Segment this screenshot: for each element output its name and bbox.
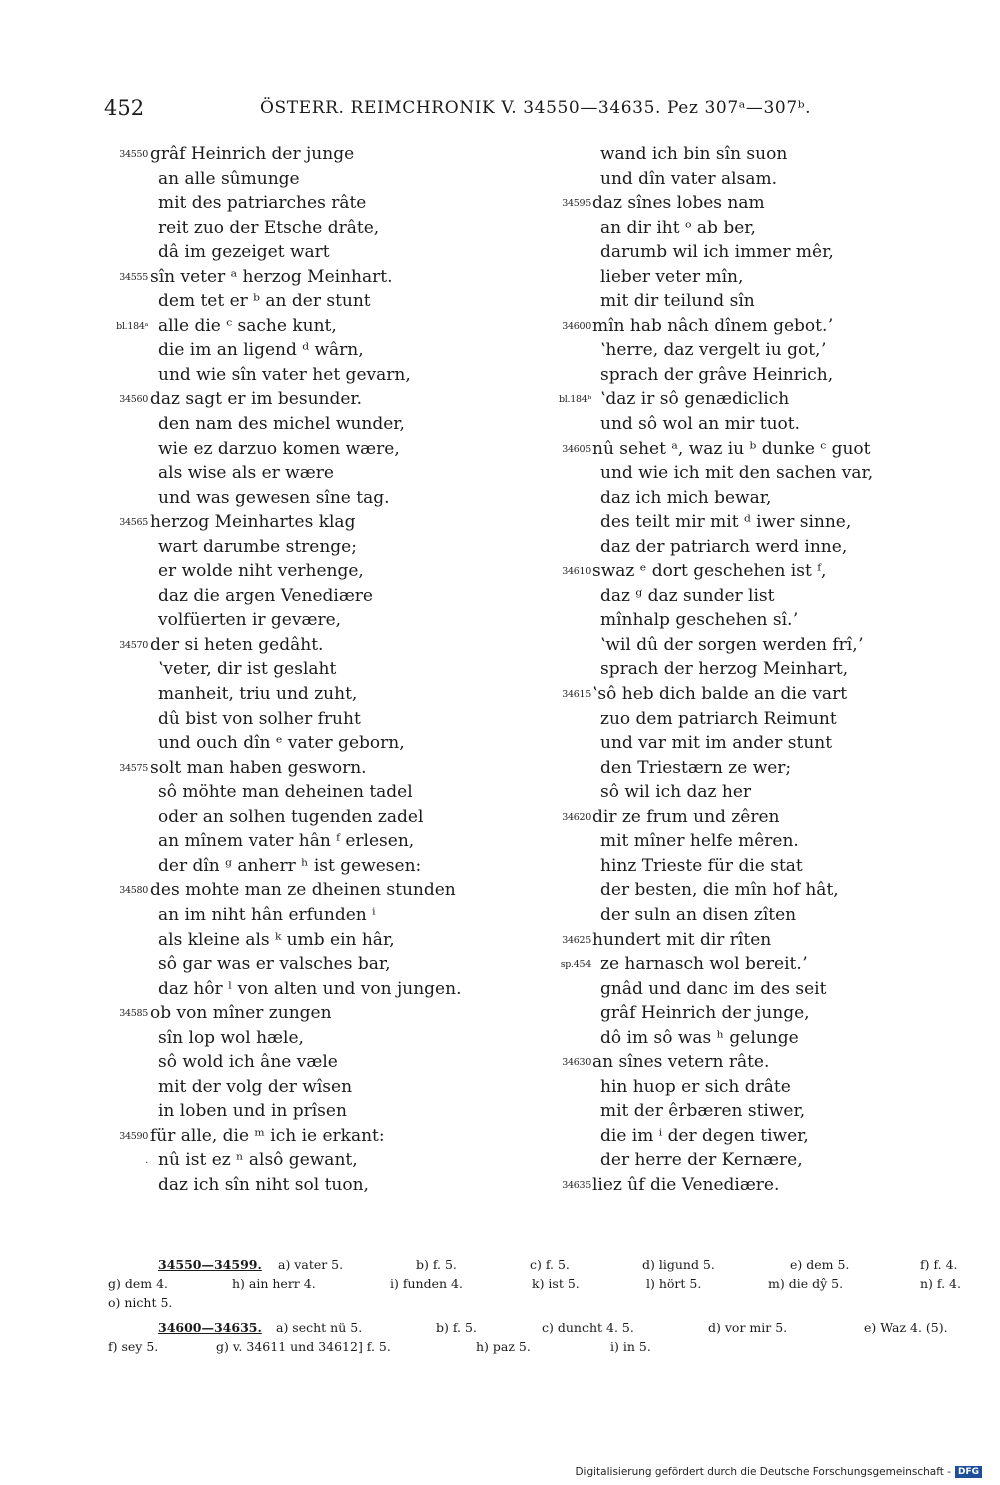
line-number: 34560 xyxy=(119,394,148,406)
verse-text: mit mîner helfe mêren. xyxy=(600,831,799,852)
footnote: a) vater 5. xyxy=(278,1257,344,1272)
verse-text: grâf Heinrich der junge, xyxy=(600,1003,810,1024)
verse-text: grâf Heinrich der junge xyxy=(150,144,355,164)
verse-text: ob von mîner zungen xyxy=(150,1003,332,1024)
verse-line xyxy=(110,1173,530,1198)
verse-line xyxy=(110,240,530,265)
line-number: 34625 xyxy=(562,934,591,946)
verse-text: zuo dem patriarch Reimunt xyxy=(600,708,837,729)
verse-line xyxy=(548,216,948,241)
verse-line xyxy=(110,952,530,977)
verse-line xyxy=(548,1173,948,1198)
verse-text: darumb wil ich immer mêr, xyxy=(600,242,834,263)
verse-line xyxy=(110,584,530,609)
verse-text: den nam des michel wunder, xyxy=(158,414,405,435)
footnote-row xyxy=(108,1318,970,1337)
verse-line xyxy=(548,1099,948,1124)
verse-line xyxy=(110,314,530,339)
verse-text: dâ im gezeiget wart xyxy=(158,242,330,263)
footnote: i) in 5. xyxy=(610,1339,651,1354)
verse-text: dir ze frum und zêren xyxy=(592,806,780,827)
verse-line xyxy=(548,1124,948,1149)
verse-line xyxy=(548,1148,948,1173)
verse-text: reit zuo der Etsche drâte, xyxy=(158,217,380,238)
line-number: bl.184ᵃ xyxy=(116,320,148,332)
footnote: c) duncht 4. 5. xyxy=(542,1320,634,1335)
verse-text: nû sehet ᵃ, waz iu ᵇ dunke ᶜ guot xyxy=(592,438,871,459)
verse-line xyxy=(110,633,530,658)
verse-text: dû bist von solher fruht xyxy=(158,708,361,729)
verse-text: und was gewesen sîne tag. xyxy=(158,487,390,508)
verse-text: wie ez darzuo komen wære, xyxy=(158,438,400,459)
verse-line xyxy=(110,805,530,830)
verse-text: und ouch dîn ᵉ vater geborn, xyxy=(158,733,405,754)
left-verse-column xyxy=(110,142,530,1198)
verse-text: sô wold ich âne væle xyxy=(158,1052,338,1073)
verse-text: daz ich mich bewar, xyxy=(600,487,772,508)
verse-text: sô wil ich daz her xyxy=(600,782,752,803)
verse-text: an mînem vater hân ᶠ erlesen, xyxy=(158,831,415,852)
verse-line xyxy=(110,437,530,462)
verse-line xyxy=(548,437,948,462)
verse-text: hundert mit dir rîten xyxy=(592,929,772,950)
credit-text: Digitalisierung gefördert durch die Deutsche Forschungsgemeinschaft - xyxy=(575,1466,951,1478)
verse-line xyxy=(110,854,530,879)
line-number: sp.454 xyxy=(560,959,591,971)
verse-line xyxy=(548,1026,948,1051)
verse-text: der suln an disen zîten xyxy=(600,904,797,925)
verse-line xyxy=(548,977,948,1002)
verse-line xyxy=(110,265,530,290)
verse-line xyxy=(548,363,948,388)
verse-text: mit der volg der wîsen xyxy=(158,1076,353,1097)
verse-text: sprach der grâve Heinrich, xyxy=(600,364,834,385)
footnote: i) funden 4. xyxy=(390,1276,463,1291)
verse-text: dô im sô was ʰ gelunge xyxy=(600,1027,799,1048)
verse-line xyxy=(548,928,948,953)
verse-line xyxy=(110,412,530,437)
footnote-range: 34600—34635. xyxy=(158,1320,262,1335)
verse-line xyxy=(548,829,948,854)
verse-text: und wie sîn vater het gevarn, xyxy=(158,364,411,385)
verse-line xyxy=(110,977,530,1002)
line-number: 34555 xyxy=(119,271,148,283)
verse-line xyxy=(110,486,530,511)
verse-line xyxy=(110,1050,530,1075)
verse-line xyxy=(548,510,948,535)
verse-text: an alle sûmunge xyxy=(158,168,300,189)
line-number: 34595 xyxy=(562,198,591,210)
verse-line xyxy=(548,412,948,437)
footnote: d) ligund 5. xyxy=(642,1257,715,1272)
verse-text: ʽdaz ir sô genædiclich xyxy=(600,389,790,410)
verse-line xyxy=(110,191,530,216)
page-header xyxy=(0,96,1000,124)
verse-line xyxy=(110,829,530,854)
verse-text: oder an solhen tugenden zadel xyxy=(158,806,424,827)
line-number: 34550 xyxy=(119,149,148,160)
verse-line xyxy=(110,707,530,732)
footnote: c) f. 5. xyxy=(530,1257,570,1272)
verse-line xyxy=(548,707,948,732)
verse-line xyxy=(110,903,530,928)
verse-text: gnâd und danc im des seit xyxy=(600,978,827,999)
verse-line xyxy=(548,559,948,584)
verse-line xyxy=(548,461,948,486)
verse-text: ze harnasch wol bereit.ʼ xyxy=(600,954,808,975)
footnote: b) f. 5. xyxy=(416,1257,457,1272)
footnote: n) f. 4. xyxy=(920,1276,961,1291)
footnotes xyxy=(108,1255,970,1362)
footnote: e) Waz 4. (5). xyxy=(864,1320,948,1335)
verse-line xyxy=(548,265,948,290)
verse-text: liez ûf die Venediære. xyxy=(592,1174,780,1195)
verse-text: die im ⁱ der degen tiwer, xyxy=(600,1125,809,1146)
verse-text: daz die argen Venediære xyxy=(158,585,373,606)
footnote: k) ist 5. xyxy=(532,1276,580,1291)
verse-text: swaz ᵉ dort geschehen ist ᶠ, xyxy=(592,561,827,582)
verse-line xyxy=(548,387,948,412)
verse-line xyxy=(548,1075,948,1100)
verse-line xyxy=(548,584,948,609)
running-title: ÖSTERR. REIMCHRONIK V. 34550—34635. Pez 307ᵃ—307ᵇ. xyxy=(260,98,812,118)
verse-line xyxy=(548,780,948,805)
footnote: h) paz 5. xyxy=(476,1339,531,1354)
verse-line xyxy=(110,657,530,682)
footnote: h) ain herr 4. xyxy=(232,1276,316,1291)
verse-line xyxy=(110,608,530,633)
verse-text: manheit, triu und zuht, xyxy=(158,684,358,705)
verse-line xyxy=(110,363,530,388)
line-number: 34565 xyxy=(119,517,148,529)
verse-line xyxy=(110,461,530,486)
verse-text: daz sagt er im besunder. xyxy=(150,389,363,410)
verse-text: daz hôr ˡ von alten und von jungen. xyxy=(158,978,462,999)
verse-text: daz sînes lobes nam xyxy=(592,193,765,214)
verse-text: der herre der Kernære, xyxy=(600,1150,803,1171)
verse-line xyxy=(110,510,530,535)
verse-text: daz ich sîn niht sol tuon, xyxy=(158,1174,369,1195)
footnote: a) secht nü 5. xyxy=(276,1320,363,1335)
footnote-row xyxy=(108,1255,970,1274)
verse-line xyxy=(548,878,948,903)
verse-text: herzog Meinhartes klag xyxy=(150,512,356,533)
verse-line xyxy=(110,338,530,363)
footnote: g) v. 34611 und 34612] f. 5. xyxy=(216,1339,391,1354)
verse-line xyxy=(548,1001,948,1026)
verse-text: die im an ligend ᵈ wârn, xyxy=(158,340,364,361)
footnote: e) dem 5. xyxy=(790,1257,850,1272)
verse-text: der dîn ᵍ anherr ʰ ist gewesen: xyxy=(158,855,422,876)
verse-line xyxy=(110,928,530,953)
verse-text: als wise als er wære xyxy=(158,463,334,484)
verse-line xyxy=(110,216,530,241)
line-number: 34610 xyxy=(562,566,591,578)
line-number: 34600 xyxy=(562,320,591,332)
verse-line xyxy=(548,314,948,339)
line-number: 34590 xyxy=(119,1130,148,1142)
footnote-block-1 xyxy=(108,1255,970,1312)
line-number: 34575 xyxy=(119,762,148,774)
verse-line xyxy=(548,657,948,682)
verse-text: volfüerten ir gevære, xyxy=(158,610,342,631)
footnote: d) vor mir 5. xyxy=(708,1320,788,1335)
verse-line xyxy=(110,559,530,584)
verse-text: sô gar was er valsches bar, xyxy=(158,954,391,975)
footnote: o) nicht 5. xyxy=(108,1295,173,1310)
verse-line xyxy=(110,1124,530,1149)
verse-text: sîn veter ᵃ herzog Meinhart. xyxy=(150,266,393,287)
verse-line xyxy=(110,1099,530,1124)
verse-line xyxy=(548,854,948,879)
verse-text: er wolde niht verhenge, xyxy=(158,561,364,582)
verse-line xyxy=(548,289,948,314)
verse-line xyxy=(110,1026,530,1051)
verse-line xyxy=(110,731,530,756)
verse-line xyxy=(548,952,948,977)
verse-text: der besten, die mîn hof hât, xyxy=(600,880,839,901)
verse-line xyxy=(548,1050,948,1075)
verse-line xyxy=(548,486,948,511)
verse-text: in loben und in prîsen xyxy=(158,1101,347,1122)
footnote-row xyxy=(108,1337,970,1356)
digitization-credit xyxy=(575,1466,982,1478)
footnote-range: 34550—34599. xyxy=(158,1257,262,1272)
verse-text: mit der êrbæren stiwer, xyxy=(600,1101,806,1122)
verse-text: sô möhte man deheinen tadel xyxy=(158,782,413,803)
verse-line xyxy=(110,167,530,192)
line-number: 34585 xyxy=(119,1008,148,1020)
verse-line xyxy=(548,338,948,363)
line-number: 34635 xyxy=(562,1179,591,1191)
footnote-row xyxy=(108,1293,970,1312)
verse-text: daz ᵍ daz sunder list xyxy=(600,585,775,606)
verse-text: solt man haben gesworn. xyxy=(150,757,367,778)
verse-text: ʽveter, dir ist geslaht xyxy=(158,659,337,680)
verse-text: und wie ich mit den sachen var, xyxy=(600,463,874,484)
verse-text: sîn lop wol hæle, xyxy=(158,1027,304,1048)
line-number: 34570 xyxy=(119,639,148,651)
footnote-block-2 xyxy=(108,1318,970,1356)
verse-line xyxy=(110,142,530,167)
dfg-logo: DFG xyxy=(955,1466,982,1478)
verse-line xyxy=(548,805,948,830)
verse-text: nû ist ez ⁿ alsô gewant, xyxy=(158,1150,358,1171)
footnote: l) hört 5. xyxy=(646,1276,702,1291)
verse-text: den Triestærn ze wer; xyxy=(600,757,792,778)
verse-text: für alle, die ᵐ ich ie erkant: xyxy=(150,1125,385,1146)
verse-text: als kleine als ᵏ umb ein hâr, xyxy=(158,929,395,950)
verse-text: sprach der herzog Meinhart, xyxy=(600,659,849,680)
verse-line xyxy=(548,682,948,707)
page-number: 452 xyxy=(104,96,145,120)
verse-text: wand ich bin sîn suon xyxy=(600,144,788,164)
verse-text: wart darumbe strenge; xyxy=(158,536,357,557)
verse-line xyxy=(110,756,530,781)
verse-text: an sînes vetern râte. xyxy=(592,1052,770,1073)
line-number: . xyxy=(145,1155,148,1167)
line-number: 34605 xyxy=(562,443,591,455)
footnote: g) dem 4. xyxy=(108,1276,169,1291)
verse-line xyxy=(548,903,948,928)
line-number: 34630 xyxy=(562,1057,591,1069)
verse-line xyxy=(110,1148,530,1173)
verse-text: hin huop er sich drâte xyxy=(600,1076,791,1097)
verse-line xyxy=(548,142,948,167)
verse-text: ʽwil dû der sorgen werden frî,ʼ xyxy=(600,634,864,655)
footnote-row xyxy=(108,1274,970,1293)
line-number: 34580 xyxy=(119,885,148,897)
verse-text: dem tet er ᵇ an der stunt xyxy=(158,291,371,312)
footnote: m) die dŷ 5. xyxy=(768,1276,844,1291)
verse-text: und dîn vater alsam. xyxy=(600,168,777,189)
verse-text: alle die ᶜ sache kunt, xyxy=(158,315,337,336)
verse-line xyxy=(548,191,948,216)
verse-line xyxy=(548,535,948,560)
verse-text: der si heten gedâht. xyxy=(150,634,324,655)
verse-text: lieber veter mîn, xyxy=(600,266,744,287)
verse-text: mit des patriarches râte xyxy=(158,193,367,214)
verse-text: des mohte man ze dheinen stunden xyxy=(150,880,456,901)
verse-text: daz der patriarch werd inne, xyxy=(600,536,848,557)
verse-line xyxy=(548,731,948,756)
footnote: b) f. 5. xyxy=(436,1320,477,1335)
verse-text: und var mit im ander stunt xyxy=(600,733,833,754)
footnote: f) f. 4. xyxy=(920,1257,958,1272)
verse-text: hinz Trieste für die stat xyxy=(600,855,803,876)
line-number: 34615 xyxy=(562,689,591,701)
verse-line xyxy=(110,387,530,412)
verse-line xyxy=(110,878,530,903)
verse-text: mîn hab nâch dînem gebot.ʼ xyxy=(592,315,833,336)
verse-text: ʽherre, daz vergelt iu got,ʼ xyxy=(600,340,826,361)
verse-line xyxy=(548,240,948,265)
verse-text: und sô wol an mir tuot. xyxy=(600,414,800,435)
verse-line xyxy=(548,608,948,633)
verse-line xyxy=(110,1001,530,1026)
verse-line xyxy=(110,682,530,707)
verse-text: ʽsô heb dich balde an die vart xyxy=(592,684,848,705)
verse-text: mînhalp geschehen sî.ʼ xyxy=(600,610,798,631)
right-verse-column xyxy=(548,142,948,1198)
verse-line xyxy=(110,535,530,560)
verse-line xyxy=(110,780,530,805)
verse-line xyxy=(548,167,948,192)
verse-line xyxy=(110,1075,530,1100)
line-number: 34620 xyxy=(562,811,591,823)
verse-text: mit dir teilund sîn xyxy=(600,291,755,312)
line-number: bl.184ᵇ xyxy=(559,394,591,406)
verse-line xyxy=(110,289,530,314)
verse-line xyxy=(548,633,948,658)
footnote: f) sey 5. xyxy=(108,1339,159,1354)
verse-text: an im niht hân erfunden ⁱ xyxy=(158,904,376,925)
verse-text: des teilt mir mit ᵈ iwer sinne, xyxy=(600,512,852,533)
verse-line xyxy=(548,756,948,781)
verse-text: an dir iht ᵒ ab ber, xyxy=(600,217,756,238)
